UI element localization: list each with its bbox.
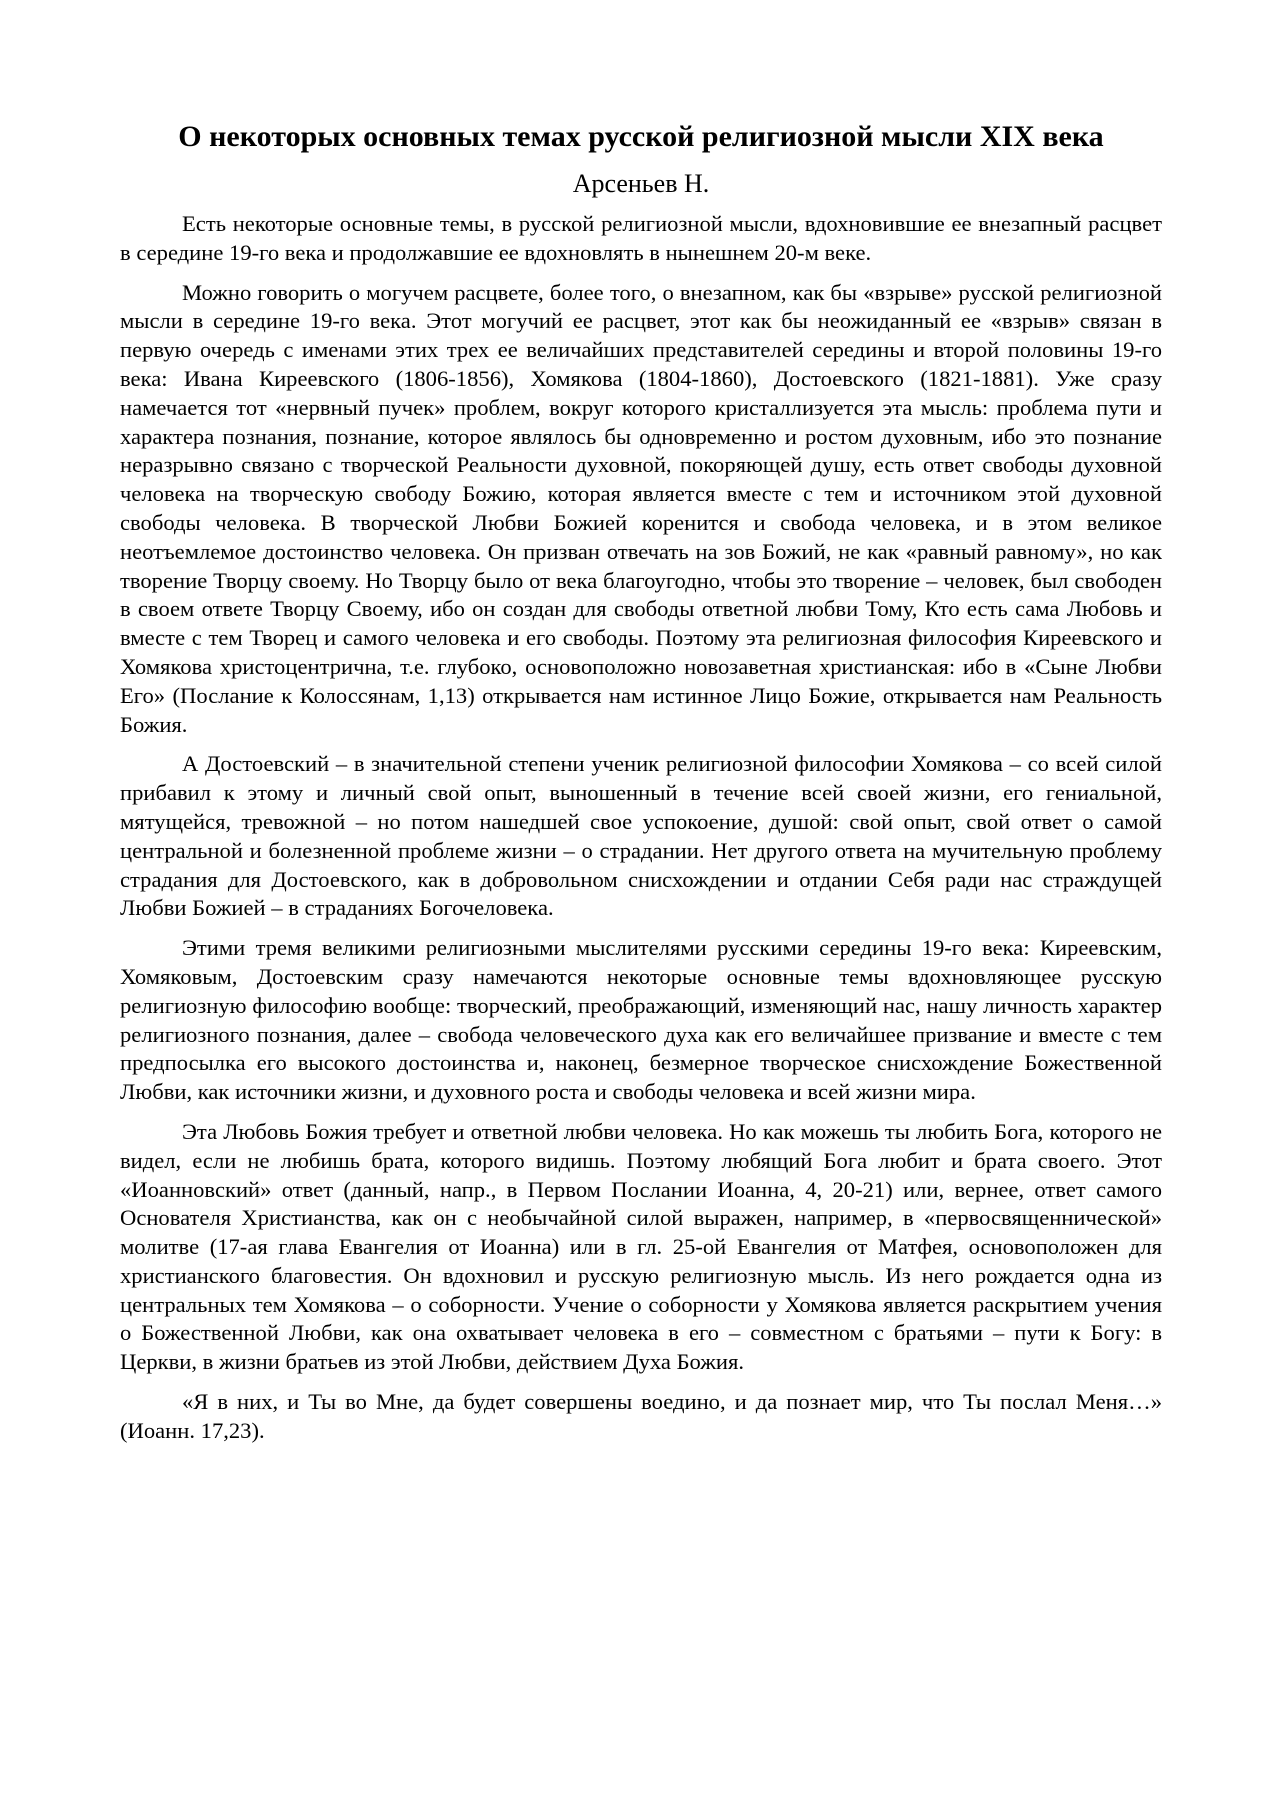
paragraph-5: Эта Любовь Божия требует и ответной любви человека. Но как можешь ты любить Бога, которого не видел, если не любишь брата, которого видишь. Поэтому любящий Бога любит и брата своего. Этот «Иоанновский» ответ (данный, напр., в Первом Послании Иоанна, 4, 20-21) или, вернее, ответ самого Основателя Христианства, как он с необычайной силой выражен, например, в «первосвященнической» молитве (17-ая глава Евангелия от Иоанна) или в гл. 25-ой Евангелия от Матфея, основоположен для христианского благовестия. Он вдохновил и русскую религиозную мысль. Из него рождается одна из центральных тем Хомякова – о соборности. Учение о соборности у Хомякова является раскрытием учения о Божественной Любви, как она охватывает человека в его – совместном с братьями – пути к Богу: в Церкви, в жизни братьев из этой Любви, действием Духа Божия.: [120, 1118, 1162, 1375]
paragraph-4: Этими тремя великими религиозными мыслителями русскими середины 19-го века: Киреевским, Хомяковым, Достоевским сразу намечаются некоторые основные темы вдохновляющее русскую религиозную философию вообще: творческий, преображающий, изменяющий нас, нашу личность характер религиозного познания, далее – свобода человеческого духа как его величайшее призвание и вместе с тем предпосылка его высокого достоинства и, наконец, безмерное творческое снисхождение Божественной Любви, как источники жизни, и духовного роста и свободы человека и всей жизни мира.: [120, 935, 1162, 1105]
document-title: О некоторых основных темах русской религиозной мысли XIX века: [178, 120, 1104, 153]
document-page: [120, 118, 1162, 1457]
paragraph-6: «Я в них, и Ты во Мне, да будет совершены воедино, и да познает мир, что Ты послал Меня…» (Иоанн. 17,23).: [120, 1389, 1162, 1443]
document-author: Арсеньев Н.: [572, 169, 710, 198]
paragraph-3: А Достоевский – в значительной степени ученик религиозной философии Хомякова – со всей силой прибавил к этому и личный свой опыт, выношенный в течение всей своей жизни, его гениальной, мятущейся, тревожной – но потом нашедшей свое успокоение, душой: свой опыт, свой ответ о самой центральной и болезненной проблеме жизни – о страдании. Нет другого ответа на мучительную проблему страдания для Достоевского, как в добровольном снисхождении и отдании Себя ради нас страждущей Любви Божией – в страданиях Богочеловека.: [120, 751, 1162, 921]
paragraph-1: Есть некоторые основные темы, в русской религиозной мысли, вдохновившие ее внезапный расцвет в середине 19-го века и продолжавшие ее вдохновлять в нынешнем 20-м веке.: [120, 211, 1162, 265]
paragraph-2: Можно говорить о могучем расцвете, более того, о внезапном, как бы «взрыве» русской религиозной мысли в середине 19-го века. Этот могучий ее расцвет, этот как бы неожиданный ее «взрыв» связан в первую очередь с именами этих трех ее величайших представителей середины и второй половины 19-го века: Ивана Киреевского (1806-1856), Хомякова (1804-1860), Достоевского (1821-1881). Уже сразу намечается тот «нервный пучек» проблем, вокруг которого кристаллизуется эта мысль: проблема пути и характера познания, познание, которое являлось бы одновременно и ростом духовным, ибо это познание неразрывно связано с творческой Реальности духовной, покоряющей душу, есть ответ свободы духовной человека на творческую свободу Божию, которая является вместе с тем и источником этой духовной свободы человека. В творческой Любви Божией коренится и свобода человека, и в этом великое неотъемлемое достоинство человека. Он призван отвечать на зов Божий, не как «равный равному», но как творение Творцу своему. Но Творцу было от века благоугодно, чтобы это творение – человек, был свободен в своем ответе Творцу Своему, ибо он создан для свободы ответной любви Тому, Кто есть сама Любовь и вместе с тем Творец и самого человека и его свободы. Поэтому эта религиозная философия Киреевского и Хомякова христоцентрична, т.е. глубоко, основоположно новозаветная христианская: ибо в «Сыне Любви Его» (Послание к Колоссянам, 1,13) открывается нам истинное Лицо Божие, открывается нам Реальность Божия.: [120, 279, 1162, 737]
